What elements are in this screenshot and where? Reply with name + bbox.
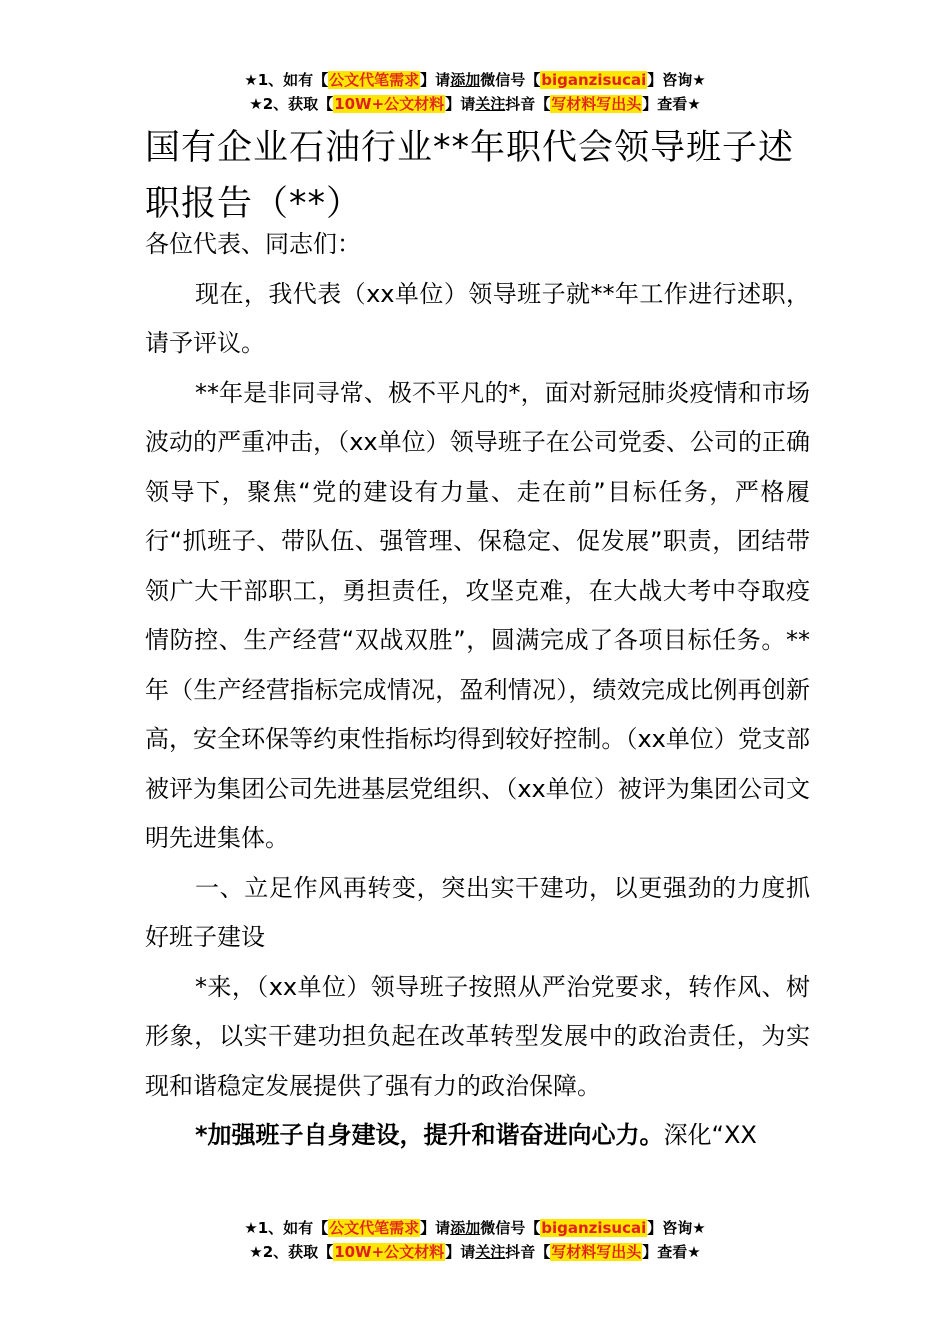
subsection-heading: *加强班子自身建设，提升和谐奋进向心力。 xyxy=(195,1121,664,1149)
underlined-text: 关注 xyxy=(475,95,506,113)
banner-text: 微信号【 xyxy=(480,71,541,89)
banner-text: 】查看★ xyxy=(642,95,701,113)
douyin-account: 写材料写出头 xyxy=(551,95,642,113)
underlined-text: 添加 xyxy=(450,1219,481,1237)
highlight-tag: 10W+公文材料 xyxy=(334,95,445,113)
document-title: 国有企业石油行业**年职代会领导班子述职报告（**） xyxy=(145,128,795,224)
underlined-text: 添加 xyxy=(450,71,481,89)
banner-text: 微信号【 xyxy=(480,1219,541,1237)
wechat-id: biganzisucai xyxy=(541,1219,647,1237)
banner-line-1 xyxy=(0,1216,950,1240)
banner-text: 】咨询★ xyxy=(647,71,706,89)
banner-line-2 xyxy=(0,1240,950,1264)
banner-text: ★1、如有【 xyxy=(244,1219,329,1237)
banner-text: 】请 xyxy=(420,1219,451,1237)
banner-line-2 xyxy=(0,92,950,116)
highlight-tag: 公文代笔需求 xyxy=(329,71,420,89)
banner-text: ★2、获取【 xyxy=(249,95,334,113)
highlight-tag: 10W+公文材料 xyxy=(334,1243,445,1261)
banner-text: 抖音【 xyxy=(505,95,551,113)
banner-text: 】请 xyxy=(420,71,451,89)
highlight-tag: 公文代笔需求 xyxy=(329,1219,420,1237)
banner-text: 】咨询★ xyxy=(647,1219,706,1237)
underlined-text: 关注 xyxy=(475,1243,506,1261)
paragraph-intro: 现在，我代表（xx单位）领导班子就**年工作进行述职，请予评议。 xyxy=(145,279,810,357)
douyin-account: 写材料写出头 xyxy=(551,1243,642,1261)
footer-banner xyxy=(0,1216,950,1264)
document-body xyxy=(145,220,810,1161)
banner-text: 】请 xyxy=(445,95,476,113)
banner-text: 】查看★ xyxy=(642,1243,701,1261)
salutation: 各位代表、同志们： xyxy=(145,230,361,258)
paragraph-subsection xyxy=(145,1111,810,1161)
banner-text: 抖音【 xyxy=(505,1243,551,1261)
banner-text: ★2、获取【 xyxy=(249,1243,334,1261)
banner-line-1 xyxy=(0,68,950,92)
section-heading-1: 一、立足作风再转变，突出实干建功，以更强劲的力度抓好班子建设 xyxy=(145,873,810,951)
paragraph-section-1: *来，（xx单位）领导班子按照从严治党要求，转作风、树形象，以实干建功担负起在改革转型发展中的政治责任，为实现和谐稳定发展提供了强有力的政治保障。 xyxy=(145,972,810,1100)
banner-text: 】请 xyxy=(445,1243,476,1261)
banner-text: ★1、如有【 xyxy=(244,71,329,89)
header-banner xyxy=(0,68,950,116)
subsection-text: 深化“XX xyxy=(663,1121,757,1149)
paragraph-summary: **年是非同寻常、极不平凡的*，面对新冠肺炎疫情和市场波动的严重冲击，（xx单位）领导班子在公司党委、公司的正确领导下，聚焦“党的建设有力量、走在前”目标任务，严格履行“抓班子、带队伍、强管理、保稳定、促发展”职责，团结带领广大干部职工，勇担责任，攻坚克难，在大战大考中夺取疫情防控、生产经营“双战双胜”，圆满完成了各项目标任务。**年（生产经营指标完成情况，盈利情况），绩效完成比例再创新高，安全环保等约束性指标均得到较好控制。（xx单位）党支部被评为集团公司先进基层党组织、（xx单位）被评为集团公司文明先进集体。 xyxy=(145,378,810,852)
wechat-id: biganzisucai xyxy=(541,71,647,89)
